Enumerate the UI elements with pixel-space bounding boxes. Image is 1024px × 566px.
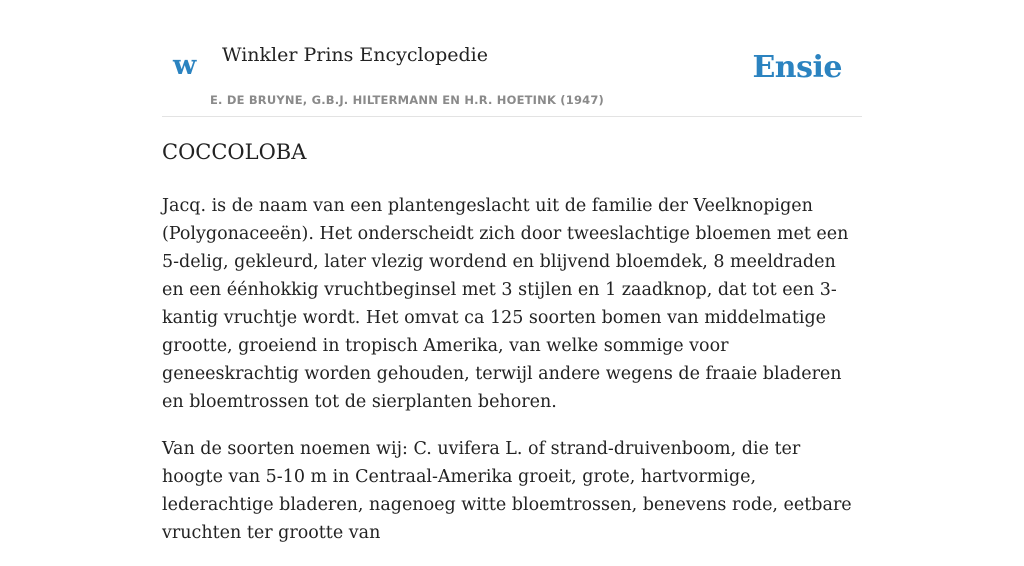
entry-title: COCCOLOBA — [162, 140, 307, 164]
entry-body — [162, 192, 862, 566]
header — [162, 0, 862, 117]
page-container — [162, 0, 862, 543]
publication-authors: E. DE BRUYNE, G.B.J. HILTERMANN EN H.R. HOETINK (1947) — [210, 93, 605, 107]
publication-logo[interactable]: w — [173, 50, 197, 81]
entry-paragraph-1: Jacq. is de naam van een plantengeslacht uit de familie der Veelknopigen (Polygonaceeën). Het onderscheidt zich door tweeslachtige bloemen met een 5-delig, gekleurd, later vlezig wordend en blijvend bloemdek, 8 meeldraden en een éénhokkig vruchtbeginsel met 3 stijlen en 1 zaadknop, dat tot een 3-kantig vruchtje wordt. Het omvat ca 125 soorten bomen van middelmatige grootte, groeiend in tropisch Amerika, van welke sommige voor geneeskrachtig worden gehouden, terwijl andere wegens de fraaie bladeren en bloemtrossen tot de sierplanten behoren. — [162, 196, 849, 412]
entry-paragraph-2: Van de soorten noemen wij: C. uvifera L. of strand-druivenboom, die ter hoogte van 5-10 m in Centraal-Amerika groeit, grote, hartvormige, lederachtige bladeren, nagenoeg witte bloemtrossen, benevens rode, eetbare vruchten ter grootte van — [162, 439, 852, 543]
publication-title[interactable]: Winkler Prins Encyclopedie — [222, 44, 488, 66]
brand-logo[interactable]: Ensie — [752, 50, 842, 85]
